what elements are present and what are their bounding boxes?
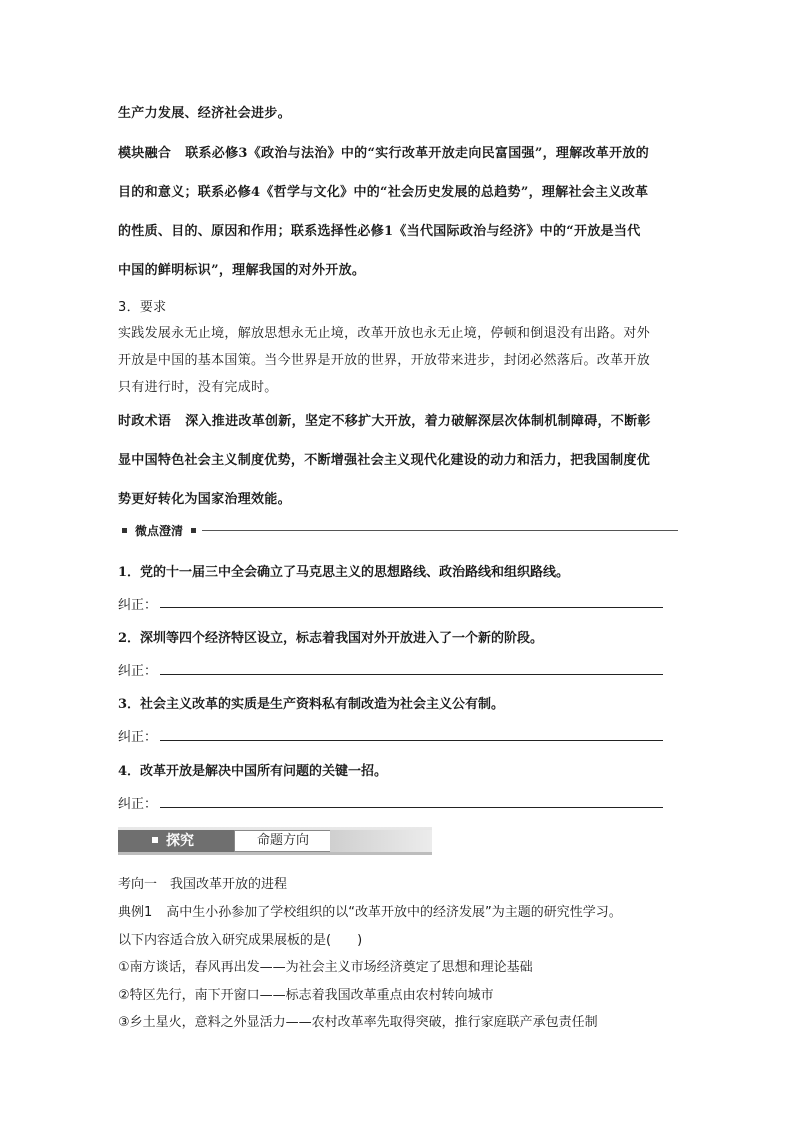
fix-label: 纠正： [118, 730, 158, 745]
current-line-3: 势更好转化为国家治理效能。 [118, 492, 291, 507]
banner-stripe [330, 830, 432, 852]
clarify-divider [118, 523, 678, 537]
banner-shadow [118, 852, 432, 855]
banner-square-icon [152, 837, 158, 843]
clarify-item-4: 4．改革开放是解决中国所有问题的关键一招。 [118, 764, 388, 779]
module-line-1 [118, 142, 678, 161]
current-text-1: 深入推进改革创新，坚定不移扩大开放，着力破解深层次体制机制障碍，不断彰 [185, 414, 651, 429]
fix-label: 纠正： [118, 797, 158, 812]
module-line-3: 的性质、目的、原因和作用；联系选择性必修1《当代国际政治与经济》中的“开放是当代 [118, 224, 641, 239]
fix-label: 纠正： [118, 598, 158, 613]
banner-light-tab: 命题方向 [234, 830, 332, 852]
fix-answer-line[interactable] [160, 674, 663, 675]
example-text-1: 高中生小孙参加了学校组织的以“改革开放中的经济发展”为主题的研究性学习。 [166, 905, 622, 920]
clarify-item-2: 2．深圳等四个经济特区设立，标志着我国对外开放进入了一个新的阶段。 [118, 631, 544, 646]
module-text-1: 联系必修3《政治与法治》中的“实行改革开放走向民富国强”，理解改革开放的 [185, 146, 650, 161]
current-line-1 [118, 410, 678, 429]
example-line-1 [118, 901, 622, 920]
option-2: ②特区先行，南下开窗口——标志着我国改革重点由农村转向城市 [118, 988, 494, 1003]
banner-dark-tab [118, 830, 234, 852]
fix-label: 纠正： [118, 664, 158, 679]
current-line-2: 显中国特色社会主义制度优势，不断增强社会主义现代化建设的动力和活力，把我国制度优 [118, 453, 651, 468]
option-3: ③乡土星火，意料之外显活力——农村改革率先取得突破，推行家庭联产承包责任制 [118, 1015, 598, 1030]
requirement-line-3: 只有进行时，没有完成时。 [118, 380, 278, 395]
banner-dark-label: 探究 [166, 833, 194, 849]
requirement-line-1: 实践发展永无止境，解放思想永无止境，改革开放也永无止境，停顿和倒退没有出路。对外 [118, 326, 651, 341]
divider-square-icon [122, 528, 127, 533]
example-lead: 典例1 [118, 905, 153, 920]
divider-rule [202, 530, 678, 531]
intro-line: 生产力发展、经济社会进步。 [118, 106, 291, 121]
current-lead: 时政术语 [118, 414, 172, 429]
explore-banner [118, 827, 432, 855]
divider-square-icon [191, 528, 196, 533]
clarify-item-3: 3．社会主义改革的实质是生产资料私有制改造为社会主义公有制。 [118, 697, 505, 712]
example-line-2: 以下内容适合放入研究成果展板的是( ) [118, 933, 363, 948]
clarify-item-1: 1．党的十一届三中全会确立了马克思主义的思想路线、政治路线和组织路线。 [118, 565, 570, 580]
option-1: ①南方谈话，春风再出发——为社会主义市场经济奠定了思想和理论基础 [118, 960, 533, 975]
module-line-4: 中国的鲜明标识”，理解我国的对外开放。 [118, 263, 366, 278]
fix-answer-line[interactable] [160, 740, 663, 741]
fix-answer-line[interactable] [160, 807, 663, 808]
requirement-line-2: 开放是中国的基本国策。当今世界是开放的世界，开放带来进步，封闭必然落后。改革开放 [118, 353, 651, 368]
clarify-label: 微点澄清 [135, 523, 184, 538]
module-line-2: 目的和意义；联系必修4《哲学与文化》中的“社会历史发展的总趋势”，理解社会主义改革 [118, 185, 649, 200]
explore-direction: 考向一 我国改革开放的进程 [118, 877, 288, 892]
fix-answer-line[interactable] [160, 607, 663, 608]
requirement-heading: 3．要求 [118, 300, 167, 315]
module-lead: 模块融合 [118, 146, 172, 161]
